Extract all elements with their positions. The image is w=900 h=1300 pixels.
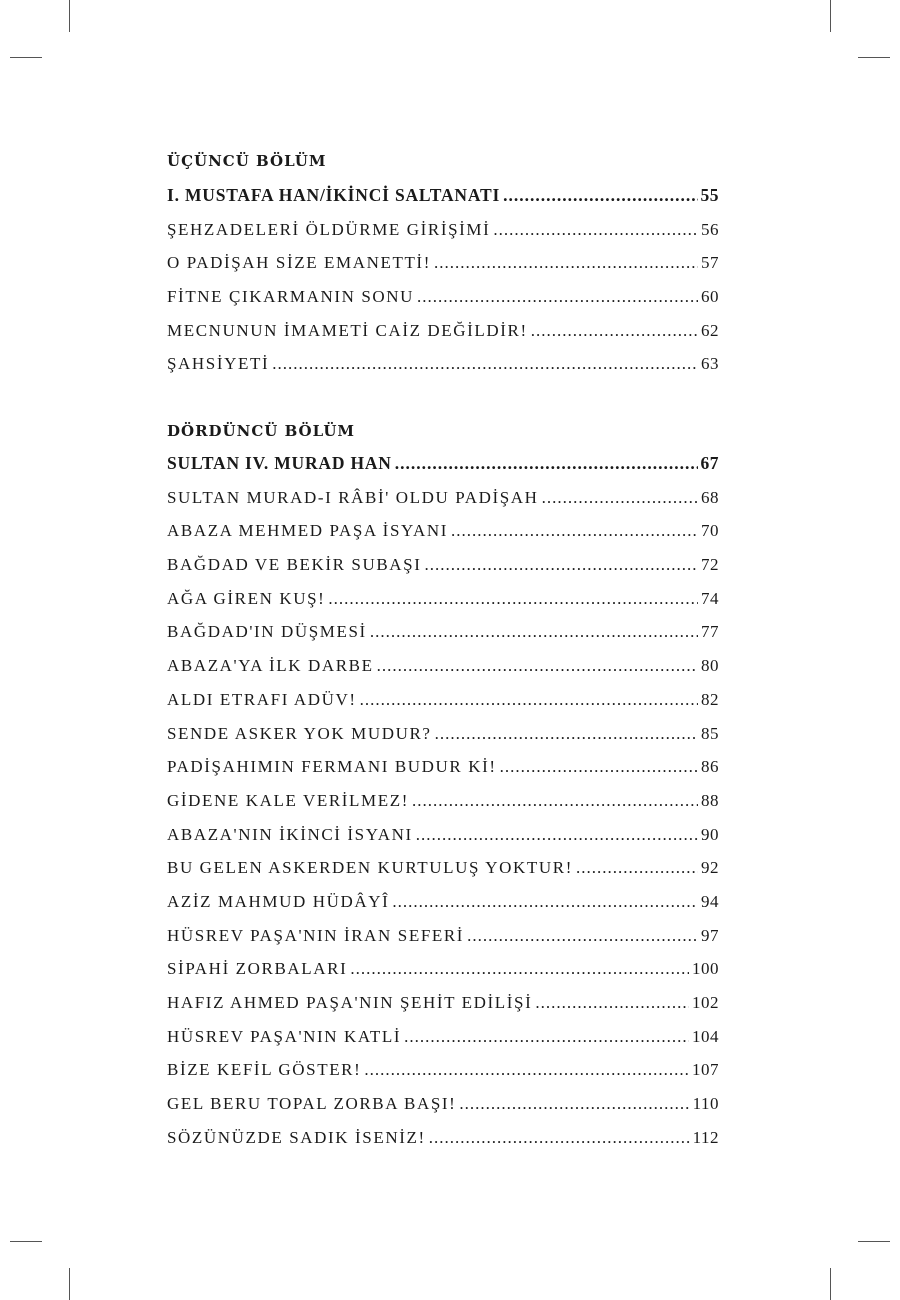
crop-mark-top-right [830, 0, 831, 32]
toc-entry-page: 68 [701, 487, 719, 507]
toc-entry-title: ŞAHSİYETİ [167, 354, 270, 374]
toc-leader-dots [364, 1053, 689, 1087]
toc-entry [167, 649, 719, 683]
toc-entry-title: I. MUSTAFA HAN/İKİNCİ SALTANATI [167, 185, 501, 205]
toc-leader-dots [395, 447, 698, 481]
crop-mark-right-top [858, 57, 890, 58]
toc-entry-page: 74 [701, 588, 719, 608]
toc-entry [167, 818, 719, 852]
toc-entry-page: 104 [692, 1026, 719, 1046]
toc-entry-title: HAFIZ AHMED PAŞA'NIN ŞEHİT EDİLİŞİ [167, 993, 533, 1012]
toc-entry [167, 986, 719, 1020]
toc-entry-page: 112 [692, 1127, 719, 1147]
toc-entry-page: 56 [701, 219, 719, 239]
toc-entry-page: 70 [701, 521, 719, 541]
toc-entry-page: 63 [701, 354, 719, 374]
toc-entry-title: SÖZÜNÜZDE SADIK İSENİZ! [167, 1127, 426, 1147]
toc-entry [167, 750, 719, 784]
toc-leader-dots [493, 213, 698, 247]
crop-mark-left-bottom [10, 1241, 42, 1242]
toc-leader-dots [328, 582, 698, 616]
toc-entry-page: 102 [692, 993, 719, 1012]
toc-leader-dots [503, 179, 697, 213]
section-entries [167, 179, 719, 381]
toc-entry [167, 615, 719, 649]
toc-leader-dots [451, 514, 698, 548]
toc-entry-title: SULTAN IV. MURAD HAN [167, 453, 392, 473]
toc-leader-dots [360, 683, 698, 717]
toc-entry-page: 62 [701, 320, 719, 340]
toc-entry [167, 885, 719, 919]
toc-leader-dots [416, 818, 698, 852]
toc-entry-page: 110 [692, 1094, 719, 1114]
toc-entry [167, 851, 719, 885]
section-heading: DÖRDÜNCÜ BÖLÜM [167, 422, 356, 440]
toc-entry [167, 280, 719, 314]
toc-entry-page: 88 [701, 790, 719, 810]
toc-entry-page: 72 [701, 555, 719, 575]
toc-leader-dots [434, 246, 698, 280]
toc-entry [167, 548, 719, 582]
toc-entry [167, 1053, 719, 1087]
toc-entry-page: 77 [701, 622, 719, 642]
toc-entry [167, 314, 719, 348]
toc-entry [167, 481, 719, 515]
toc-entry [167, 1087, 719, 1121]
section-entries [167, 447, 719, 1154]
toc-entry-page: 94 [701, 891, 719, 911]
toc-leader-dots [412, 784, 698, 818]
toc-leader-dots [576, 851, 698, 885]
toc-entry-title: HÜSREV PAŞA'NIN İRAN SEFERİ [167, 925, 465, 945]
crop-mark-top-left [69, 0, 70, 32]
toc-leader-dots [370, 615, 698, 649]
toc-entry [167, 952, 719, 986]
toc-entry-title: BU GELEN ASKERDEN KURTULUŞ YOKTUR! [167, 858, 573, 878]
toc-entry [167, 1121, 719, 1155]
toc-leader-dots [377, 649, 698, 683]
toc-entry [167, 919, 719, 953]
toc-entry-title: PADİŞAHIMIN FERMANI BUDUR Kİ! [167, 757, 497, 777]
toc-leader-dots [500, 750, 698, 784]
toc-entry-title: ABAZA'NIN İKİNCİ İSYANI [167, 824, 413, 844]
toc-entry-title: SİPAHİ ZORBALARI [167, 959, 348, 979]
toc-entry-page: 107 [692, 1060, 719, 1080]
toc-entry [167, 717, 719, 751]
toc-entry-page: 82 [701, 689, 719, 709]
toc-entry-page: 60 [701, 287, 719, 307]
toc-leader-dots [429, 1121, 690, 1155]
crop-mark-bottom-left [69, 1268, 70, 1300]
toc-entry-title: AZİZ MAHMUD HÜDÂYÎ [167, 891, 390, 911]
toc-entry-title: ŞEHZADELERİ ÖLDÜRME GİRİŞİMİ [167, 219, 491, 239]
toc-entry [167, 246, 719, 280]
toc-entry [167, 784, 719, 818]
section-third [167, 150, 719, 381]
toc-leader-dots [535, 986, 689, 1020]
toc-leader-dots [272, 347, 698, 381]
toc-entry [167, 213, 719, 247]
toc-entry-title: ALDI ETRAFI ADÜV! [167, 689, 357, 709]
toc-entry-title: BAĞDAD'IN DÜŞMESİ [167, 622, 367, 642]
toc-leader-dots [467, 919, 698, 953]
toc-entry [167, 447, 719, 481]
toc-leader-dots [350, 952, 689, 986]
toc-entry-page: 85 [701, 723, 719, 743]
toc-leader-dots [459, 1087, 689, 1121]
toc-entry-title: HÜSREV PAŞA'NIN KATLİ [167, 1026, 402, 1046]
toc-leader-dots [531, 314, 698, 348]
toc-entry-page: 100 [692, 959, 719, 979]
toc-entry-title: ABAZA MEHMED PAŞA İSYANI [167, 521, 449, 541]
toc-entry-title: SENDE ASKER YOK MUDUR? [167, 723, 432, 743]
toc-entry [167, 179, 719, 213]
toc-entry-page: 97 [701, 925, 719, 945]
crop-mark-bottom-right [830, 1268, 831, 1300]
toc-entry-page: 67 [700, 453, 719, 473]
toc-entry [167, 347, 719, 381]
toc-entry-title: MECNUNUN İMAMETİ CAİZ DEĞİLDİR! [167, 320, 528, 340]
toc-leader-dots [435, 717, 698, 751]
toc-entry [167, 582, 719, 616]
toc-entry-title: SULTAN MURAD-I RÂBİ' OLDU PADİŞAH [167, 487, 539, 507]
toc-entry-page: 80 [701, 656, 719, 676]
toc-leader-dots [404, 1020, 689, 1054]
section-heading: ÜÇÜNCÜ BÖLÜM [167, 152, 327, 170]
section-fourth [167, 420, 719, 1154]
toc-entry-page: 55 [700, 185, 719, 205]
toc-entry-page: 92 [701, 858, 719, 878]
toc-entry-title: ABAZA'YA İLK DARBE [167, 656, 374, 676]
crop-mark-right-bottom [858, 1241, 890, 1242]
toc-leader-dots [542, 481, 698, 515]
toc-entry-page: 86 [701, 757, 719, 777]
toc-entry-title: GEL BERU TOPAL ZORBA BAŞI! [167, 1094, 457, 1114]
toc-entry-title: O PADİŞAH SİZE EMANETTİ! [167, 253, 431, 273]
toc-entry-page: 57 [701, 253, 719, 273]
crop-mark-left-top [10, 57, 42, 58]
toc-entry-page: 90 [701, 824, 719, 844]
toc-entry-title: FİTNE ÇIKARMANIN SONU [167, 287, 415, 307]
toc-entry [167, 514, 719, 548]
toc-leader-dots [417, 280, 698, 314]
toc-entry-title: BAĞDAD VE BEKİR SUBAŞI [167, 555, 422, 575]
toc-entry [167, 1020, 719, 1054]
toc-leader-dots [392, 885, 698, 919]
toc-leader-dots [425, 548, 699, 582]
toc-entry-title: AĞA GİREN KUŞ! [167, 588, 326, 608]
toc-entry-title: GİDENE KALE VERİLMEZ! [167, 790, 409, 810]
toc-entry [167, 683, 719, 717]
toc-entry-title: BİZE KEFİL GÖSTER! [167, 1060, 362, 1080]
